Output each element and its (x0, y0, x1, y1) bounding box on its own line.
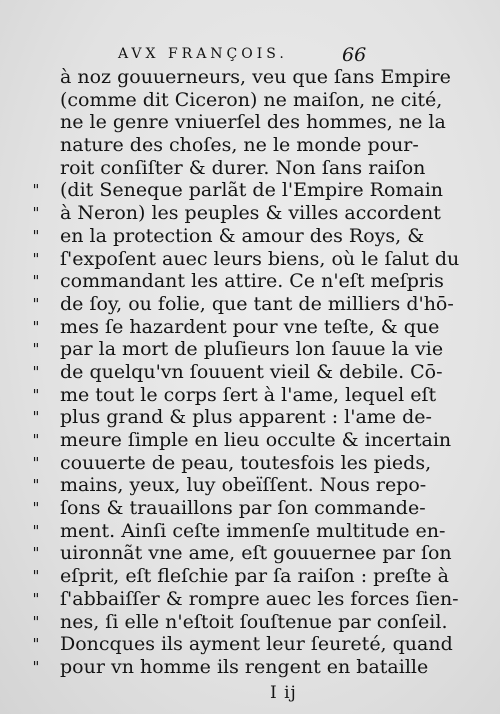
line-text: ne le genre vniuerſel des hommes, ne la (60, 111, 446, 134)
text-line (28, 111, 446, 134)
quotation-mark: " (32, 544, 40, 563)
quotation-mark: " (32, 340, 40, 359)
line-text: plus grand & plus apparent : l'ame de- (60, 406, 432, 429)
line-text: ſons & trauaillons par ſon commande- (60, 497, 426, 520)
quotation-mark: " (32, 408, 40, 427)
text-line (28, 338, 444, 361)
text-line (28, 292, 454, 316)
line-text: nature des choſes, ne le monde pour- (60, 134, 419, 157)
quotation-mark: " (32, 453, 40, 472)
line-text: en la protection & amour des Roys, & (60, 224, 425, 247)
line-text: mains, yeux, luy obeïſſent. Nous repo- (60, 474, 427, 497)
text-line (28, 247, 460, 271)
quotation-mark: " (32, 657, 40, 676)
quotation-mark: " (32, 431, 40, 449)
quotation-mark: " (32, 476, 40, 495)
quotation-mark: " (32, 317, 40, 336)
line-text: commandant les attire. Ce n'eſt meſpris (60, 270, 444, 293)
quotation-mark: " (32, 521, 40, 540)
line-text: à Neron) les peuples & villes accordent (60, 202, 441, 225)
text-line (28, 610, 448, 634)
quotation-mark: " (32, 635, 40, 654)
text-line (28, 565, 449, 588)
signature-mark: I ij (270, 683, 297, 703)
text-line (28, 224, 425, 248)
line-text: roit conſiſter & durer. Non ſans raiſon (60, 156, 426, 179)
quotation-mark: " (32, 204, 40, 223)
quotation-mark: " (32, 226, 40, 245)
text-line (28, 383, 437, 407)
page-number: 66 (342, 44, 367, 66)
quotation-mark: " (32, 294, 40, 313)
line-text: par la mort de pluſieurs lon ſauue la vie (60, 338, 444, 361)
line-text: nes, ſi elle n'eſtoit ſouſtenue par conſeil. (60, 610, 448, 633)
quotation-mark: " (32, 362, 40, 381)
line-text: (comme dit Ciceron) ne maiſon, ne cité, (60, 88, 443, 111)
text-line (28, 429, 452, 452)
text-line (28, 88, 443, 112)
line-text: eſprit, eſt fleſchie par ſa raiſon : preſte à (60, 565, 449, 588)
line-text: pour vn homme ils rengent en bataille (60, 655, 429, 678)
line-text: ment. Ainſi ceſte immenſe multitude en- (60, 519, 446, 542)
text-line (28, 315, 440, 339)
body-text (28, 66, 460, 679)
text-line (28, 134, 419, 157)
page-header (0, 44, 500, 68)
text-line (28, 179, 444, 202)
text-line (28, 655, 429, 679)
quotation-mark: " (32, 385, 40, 404)
line-text: uironnãt vne ame, eſt gouuernee par ſon (60, 542, 452, 565)
text-line (28, 542, 452, 565)
quotation-mark: " (32, 499, 40, 518)
line-text: de quelqu'vn ſouuent vieil & debile. Cō- (60, 360, 443, 383)
line-text: de ſoy, ou folie, que tant de milliers d'hō- (60, 292, 454, 315)
text-line (28, 633, 453, 656)
text-line (28, 519, 446, 543)
line-text: ſ'expoſent auec leurs biens, où le ſalut du (60, 247, 460, 270)
line-text: (dit Seneque parlãt de l'Empire Romain (60, 179, 444, 202)
running-title: AVX FRANÇOIS. (118, 46, 288, 62)
line-text: mes ſe hazardent pour vne teſte, & que (60, 315, 440, 338)
line-text: couuerte de peau, toutesfois les pieds, (60, 451, 432, 474)
text-line (28, 360, 443, 384)
quotation-mark: " (32, 249, 40, 268)
text-line (28, 406, 432, 429)
text-line (28, 587, 459, 611)
text-line (28, 156, 426, 180)
line-text: Doncques ils ayment leur ſeureté, quand (60, 633, 453, 656)
quotation-mark: " (32, 589, 40, 608)
text-line (28, 497, 426, 520)
text-line (28, 202, 441, 225)
text-line (28, 451, 432, 475)
text-line (28, 474, 427, 497)
quotation-mark: " (32, 272, 40, 291)
line-text: ſ'abbaiſſer & rompre auec les forces ſien- (60, 587, 459, 610)
quotation-mark: " (32, 567, 40, 586)
quotation-mark: " (32, 612, 40, 631)
line-text: meure ſimple en lieu occulte & incertain (60, 429, 452, 451)
line-text: à noz gouuerneurs, veu que ſans Empire (60, 66, 451, 88)
text-line (28, 270, 444, 293)
line-text: me tout le corps ſert à l'ame, lequel eſt (60, 383, 437, 406)
text-line (28, 66, 451, 89)
quotation-mark: " (32, 181, 40, 200)
